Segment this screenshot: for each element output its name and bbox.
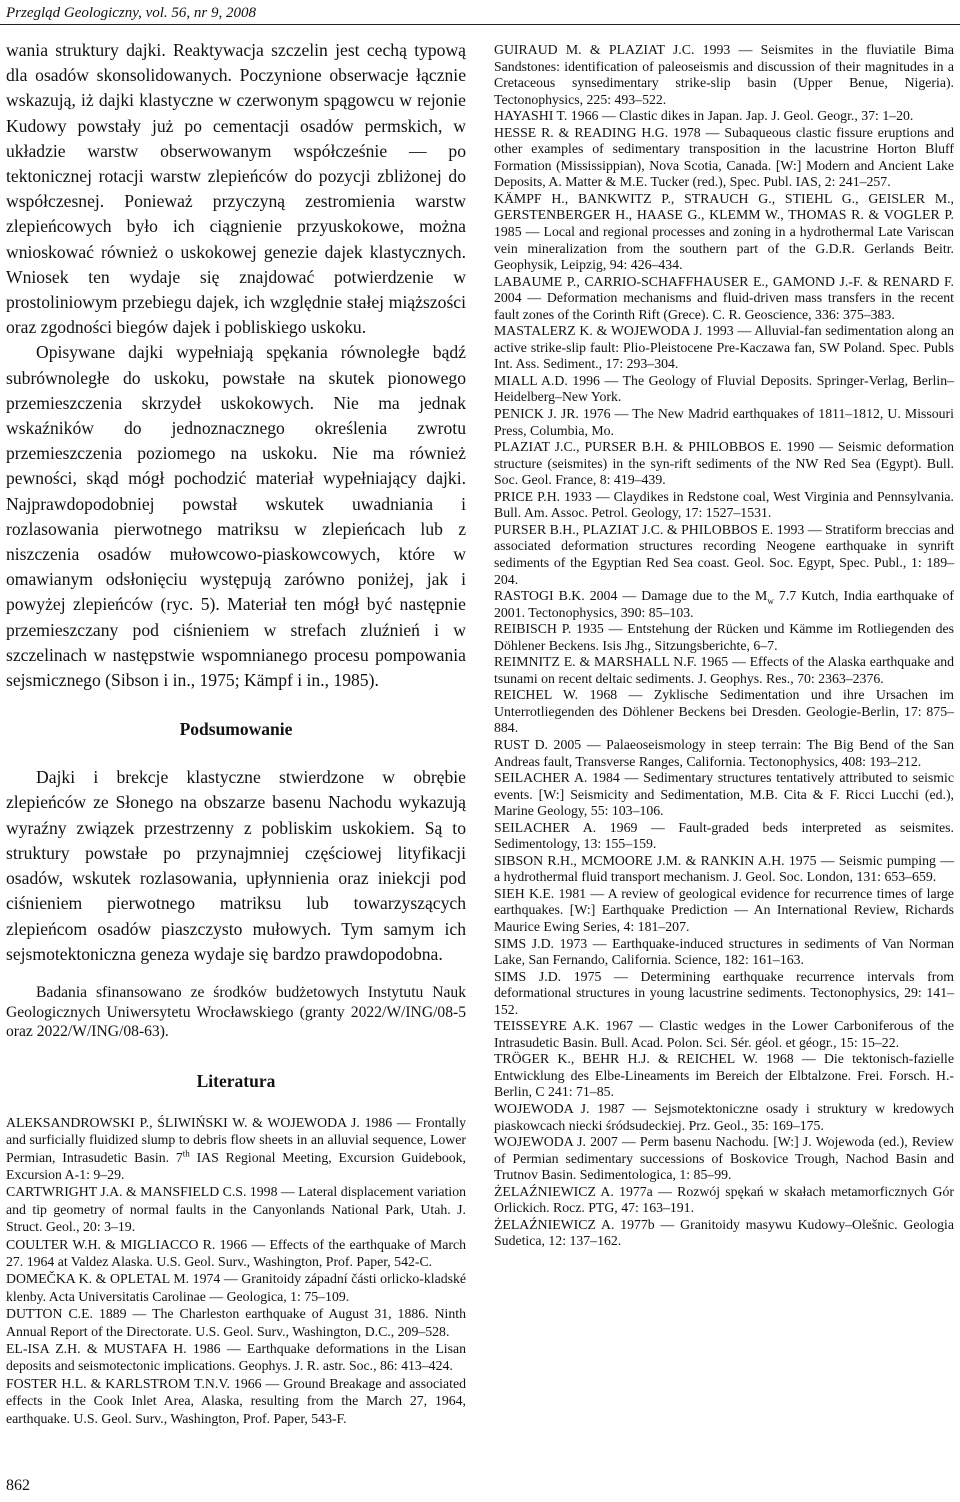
reference-entry bbox=[494, 969, 954, 1019]
reference-text: IAS Regional Meeting, Excursion Guidebook, Excursion A-1: 9–29. bbox=[6, 1149, 466, 1182]
reference-text: PURSER B.H., PLAZIAT J.C. & PHILOBBOS E. 1993 — Stratiform breccias and associated deformation structures recording Neogene earthquake in synrift sediments of the Egyptian Red Sea coast. Geol. Soc. Egypt, Spec. Publ., 1: 189–204. bbox=[494, 521, 954, 587]
reference-entry bbox=[494, 687, 954, 737]
funding-note: Badania sfinansowano ze środków budżetowych Instytutu Nauk Geologicznych Uniwersytetu Wrocławskiego (granty 2022/W/ING/08-5 oraz 2022/W/ING/08-63). bbox=[6, 983, 466, 1041]
reference-text: SIBSON R.H., MCMOORE J.M. & RANKIN A.H. 1975 — Seismic pumping — a hydrothermal fluid transport mechanism. J. Geol. Soc. London, 131: 653–659. bbox=[494, 852, 954, 885]
reference-text: WOJEWODA J. 2007 — Perm basenu Nachodu. [W:] J. Wojewoda (ed.), Review of Permian sedimentary successions of Boskovice Trough, Nachod Basin and Trutnov Basin. Sedimentologica, 1: 85–99. bbox=[494, 1134, 954, 1183]
reference-text: CARTWRIGHT J.A. & MANSFIELD C.S. 1998 — Lateral displacement variation and tip geometry of normal faults in the Canyonlands National Park, Utah. J. Struct. Geol., 20: 3–19. bbox=[6, 1184, 466, 1235]
reference-text: LABAUME P., CARRIO-SCHAFFHAUSER E., GAMOND J.-F. & RENARD F. 2004 — Deformation mechanisms and fluid-driven mass transfers in the recent fault zones of the Corinth Rift (Grece). C. R. Geoscience, 336: 375–383. bbox=[494, 273, 954, 322]
reference-text: MASTALERZ K. & WOJEWODA J. 1993 — Alluvial-fan sedimentation along an active strike-slip fault: Plio-Pleistocene Pre-Kaczawa fan, SW Poland. Spec. Publs Int. Ass. Sediment., 17: 293–304. bbox=[494, 323, 954, 372]
reference-entry bbox=[494, 820, 954, 853]
reference-text: PRICE P.H. 1933 — Claydikes in Redstone coal, West Virginia and Pennsylvania. Bull. Am. Assoc. Petrol. Geology, 17: 1527–1531. bbox=[494, 488, 954, 521]
reference-entry bbox=[494, 42, 954, 108]
reference-text: EL-ISA Z.H. & MUSTAFA H. 1986 — Earthquake deformations in the Lisan deposits and seismotectonic implications. Geophys. J. R. astr. Soc., 86: 413–424. bbox=[6, 1340, 466, 1374]
reference-text: SIMS J.D. 1975 — Determining earthquake recurrence intervals from deformational structures in young lacustrine sediments. Tectonophysics, 29: 141–152. bbox=[494, 968, 954, 1017]
reference-entry bbox=[494, 522, 954, 588]
reference-entry bbox=[494, 588, 954, 621]
reference-entry bbox=[494, 406, 954, 439]
reference-text: MIALL A.D. 1996 — The Geology of Fluvial Deposits. Springer-Verlag, Berlin–Heidelberg–New York. bbox=[494, 372, 954, 405]
reference-text: GUIRAUD M. & PLAZIAT J.C. 1993 — Seismites in the fluviatile Bima Sandstones: identification of paleoseismis and discussion of their magnitudes in a Cretaceous synsedimentary strike-slip basin (Upper Benue, Nigeria). Tectonophysics, 225: 493–522. bbox=[494, 42, 954, 107]
reference-entry bbox=[494, 323, 954, 373]
body-paragraph: Opisywane dajki wypełniają spękania równoległe bądź subrównoległe do uskoku, powstałe na skutek pionowego przemieszczenia skrzydeł uskokowych. Nie ma jednak wskaźników do jednoznacznego określenia zwrotu przemieszczenia poziomego na uskoku. Nie ma również pewności, skąd mógł pochodzić materiał wypełniający dajki. Najprawdopodobniej powstał wskutek uwadniania i rozlasowania pierwotnego matriksu w zlepieńcach lub z niszczenia osadów mułowcowo-piaskowcowych, które w omawianym odsłonięciu występują zarówno poniżej, jak i powyżej zlepieńców (ryc. 5). Materiał ten mógł być następnie przemieszczany pod ciśnieniem w strefach zluźnień i w szczelinach w następstwie wspomnianego procesu pompowania sejsmicznego (Sibson i in., 1975; Kämpf i in., 1985). bbox=[6, 342, 466, 691]
body-paragraph: wania struktury dajki. Reaktywacja szczelin jest cechą typową dla osadów skonsolidowanych. Poczynione obserwacje łącznie wskazują, iż dajki klastyczne w czerwonym spągowcu w rejonie Kudowy powstały już po cementacji osadów permskich, w układzie warstw obserwowanym współcześnie — po tektonicznej rotacji warstw zlepieńców do pozycji zbliżonej do współczesnej. Ponieważ przyczyną zestromienia warstw zlepieńcowych było ich ciągnienie przyuskokowe, można wnioskować również o uskokowej genezie dajek klastycznych. Wniosek ten wydaje się znajdować potwierdzenie w prostoliniowym przebiegu dajek, ich względnie stałej miąższości oraz zgodności biegów dajek i pobliskiego uskoku. bbox=[6, 40, 466, 338]
literature-heading: Literatura bbox=[196, 1070, 276, 1091]
reference-entry bbox=[494, 770, 954, 820]
reference-entry bbox=[494, 737, 954, 770]
reference-entry bbox=[494, 1134, 954, 1184]
reference-entry bbox=[6, 1270, 466, 1305]
reference-entry bbox=[494, 439, 954, 489]
reference-entry bbox=[494, 1184, 954, 1217]
reference-text: RASTOGI B.K. 2004 — Damage due to the M bbox=[494, 588, 768, 604]
reference-entry bbox=[494, 489, 954, 522]
reference-text: PLAZIAT J.C., PURSER B.H. & PHILOBBOS E. 1990 — Seismic deformation structure (seismites) in the syn-rift sediments of the NW Red Sea (Egypt). Bull. Soc. Geol. France, 8: 419–439. bbox=[494, 439, 954, 488]
reference-text: FOSTER H.L. & KARLSTROM T.N.V. 1966 — Ground Breakage and associated effects in the Cook Inlet Area, Alaska, resulting from the March 27, 1964, earthquake. U.S. Geol. Surv., Washington, Prof. Paper, 543-F. bbox=[6, 1375, 466, 1426]
reference-text: DOMEČKA K. & OPLETAL M. 1974 — Granitoidy západní části orlicko-kladské klenby. Acta Universitatis Carolinae — Geologica, 1: 75–109. bbox=[6, 1271, 466, 1304]
reference-text: SEILACHER A. 1969 — Fault-graded beds interpreted as seismites. Sedimentology, 13: 155–159. bbox=[494, 819, 954, 852]
reference-entry bbox=[6, 1305, 466, 1340]
reference-text: COULTER W.H. & MIGLIACCO R. 1966 — Effects of the earthquake of March 27. 1964 at Valdez Alaska. U.S. Geol. Surv., Washington, Prof. Paper, 542-C. bbox=[6, 1236, 466, 1269]
superscript: th bbox=[182, 1147, 190, 1158]
reference-text: REICHEL W. 1968 — Zyklische Sedimentation und ihre Ursachen im Unterrotliegenden des Döhlener Beckens bei Dresden. Geologie-Berlin, 17: 875–884. bbox=[494, 687, 954, 736]
header-rule bbox=[0, 24, 960, 25]
reference-text: ŻELAŹNIEWICZ A. 1977b — Granitoidy masywu Kudowy–Olešnic. Geologia Sudetica, 12: 137–162. bbox=[494, 1216, 954, 1249]
reference-entry bbox=[494, 191, 954, 274]
reference-entry bbox=[494, 1217, 954, 1250]
reference-entry bbox=[494, 125, 954, 191]
reference-text: TEISSEYRE A.K. 1967 — Clastic wedges in the Lower Carboniferous of the Intrasudetic Basin. Bull. Acad. Polon. Sci. Sér. géol. et géogr., 15: 15–22. bbox=[494, 1018, 954, 1050]
page-number: 862 bbox=[6, 1477, 30, 1494]
reference-list bbox=[494, 42, 954, 1250]
reference-text: SEILACHER A. 1984 — Sedimentary structures tentatively attributed to seismic events. [W:] Seismicity and Sedimentation, M.B. Cita & F. Ricci Lucchi (ed.), Marine Geology, 55: 103–106. bbox=[494, 770, 954, 819]
reference-text: PENICK J. JR. 1976 — The New Madrid earthquakes of 1811–1812, U. Missouri Press, Columbia, Mo. bbox=[494, 406, 954, 438]
reference-text: REIMNITZ E. & MARSHALL N.F. 1965 — Effects of the Alaska earthquake and tsunami on recent deltaic sediments. J. Geophys. Res., 70: 2363–2376. bbox=[494, 654, 954, 686]
reference-text: ŻELAŹNIEWICZ A. 1977a — Rozwój spękań w skałach metamorficznych Gór Orlickich. Rocz. PTG, 47: 163–191. bbox=[494, 1183, 954, 1216]
reference-entry bbox=[494, 1051, 954, 1101]
reference-entry bbox=[494, 1018, 954, 1051]
summary-heading: Podsumowanie bbox=[179, 719, 293, 740]
subscript: w bbox=[767, 595, 774, 606]
reference-entry bbox=[6, 1375, 466, 1427]
reference-text: DUTTON C.E. 1889 — The Charleston earthquake of August 31, 1886. Ninth Annual Report of the Directorate. U.S. Geol. Surv., Washington, D.C., 209–528. bbox=[6, 1306, 466, 1339]
running-head: Przegląd Geologiczny, vol. 56, nr 9, 2008 bbox=[6, 5, 256, 21]
reference-text: WOJEWODA J. 1987 — Sejsmotektoniczne osady i struktury w kredowych piaskowcach niecki śródsudeckiej. Prz. Geol., 35: 169–175. bbox=[494, 1101, 954, 1133]
reference-entry bbox=[6, 1114, 466, 1184]
left-column bbox=[6, 38, 466, 1427]
reference-entry bbox=[6, 1340, 466, 1375]
reference-text: ALEKSANDROWSKI P., ŚLIWIŃSKI W. & WOJEWODA J. 1986 — Frontally and surficially fluidized slump to debris flow sheets in an alluvial sequence, Lower Permian, Intrasudetic Basin. 7 bbox=[6, 1114, 466, 1165]
reference-entry bbox=[494, 274, 954, 324]
reference-entry bbox=[494, 886, 954, 936]
reference-entry bbox=[494, 108, 954, 125]
summary-paragraph: Dajki i brekcje klastyczne stwierdzone w obrębie zlepieńców ze Słonego na obszarze basenu Nachodu wykazują wyraźny związek przestrzenny z pobliskim uskokiem. Są to struktury powstałe po przynajmniej częściowej lityfikacji osadów, wskutek rozlasowania, upłynnienia oraz iniekcji pod ciśnieniem pierwotnego matriksu lub towarzyszących zlepieńcom osadów piaszczysto mułowych. Tym samym ich sejsmotektoniczna geneza wydaje się bardzo prawdopodobna. bbox=[6, 767, 466, 964]
right-column bbox=[494, 42, 954, 1250]
reference-entry bbox=[494, 1101, 954, 1134]
reference-list bbox=[6, 1114, 466, 1427]
reference-text: KÄMPF H., BANKWITZ P., STRAUCH G., STIEHL G., GEISLER M., GERSTENBERGER H., HAASE G., KLEMM W., THOMAS R. & VOGLER P. 1985 — Local and regional processes and zoning in a hydrothermal Late Variscan vein mineralization from the southern part of the G.D.R. Gerlands Beitr. Geophysik, Leipzig, 94: 426–434. bbox=[494, 190, 954, 273]
reference-text: HESSE R. & READING H.G. 1978 — Subaqueous clastic fissure eruptions and other examples of sedimentary transposition in the lacustrine Horton Bluff Formation (Mississippian), Nova Scotia, Canada. [W:] Modern and Ancient Lake Deposits, A. Matter & M.E. Tucker (red.), Spec. Publ. IAS, 2: 241–257. bbox=[494, 124, 954, 190]
reference-entry bbox=[494, 853, 954, 886]
reference-entry bbox=[6, 1236, 466, 1271]
reference-text: SIMS J.D. 1973 — Earthquake-induced structures in sediments of Van Norman Lake, San Fernando, California. Science, 182: 161–163. bbox=[494, 935, 954, 968]
reference-entry bbox=[494, 654, 954, 687]
reference-text: REIBISCH P. 1935 — Entstehung der Rücken und Kämme im Rotliegenden des Döhlener Beckens. Isis Jhg., Sitzungsberichte, 6–7. bbox=[494, 621, 954, 653]
reference-text: SIEH K.E. 1981 — A review of geological evidence for recurrence times of large earthquakes. [W:] Earthquake Prediction — An International Review, Richards Maurice Ewing Series, 4: 181–207. bbox=[494, 885, 954, 934]
reference-entry bbox=[494, 936, 954, 969]
reference-entry bbox=[494, 373, 954, 406]
reference-entry bbox=[6, 1183, 466, 1235]
reference-text: TRÖGER K., BEHR H.J. & REICHEL W. 1968 — Die tektonisch-fazielle Entwicklung des Elbe-Lineaments im Bereich der Elbtalzone. Frei. Forsch. H.-Berlin, C 241: 71–85. bbox=[494, 1051, 954, 1100]
reference-text: 7.7 Kutch, India earthquake of 2001. Tectonophysics, 390: 85–103. bbox=[494, 588, 954, 620]
reference-text: RUST D. 2005 — Palaeoseismology in steep terrain: The Big Bend of the San Andreas fault, Transverse Ranges, California. Tectonophysics, 408: 193–212. bbox=[494, 736, 954, 769]
reference-text: HAYASHI T. 1966 — Clastic dikes in Japan. Jap. J. Geol. Geogr., 37: 1–20. bbox=[494, 108, 914, 124]
reference-entry bbox=[494, 621, 954, 654]
